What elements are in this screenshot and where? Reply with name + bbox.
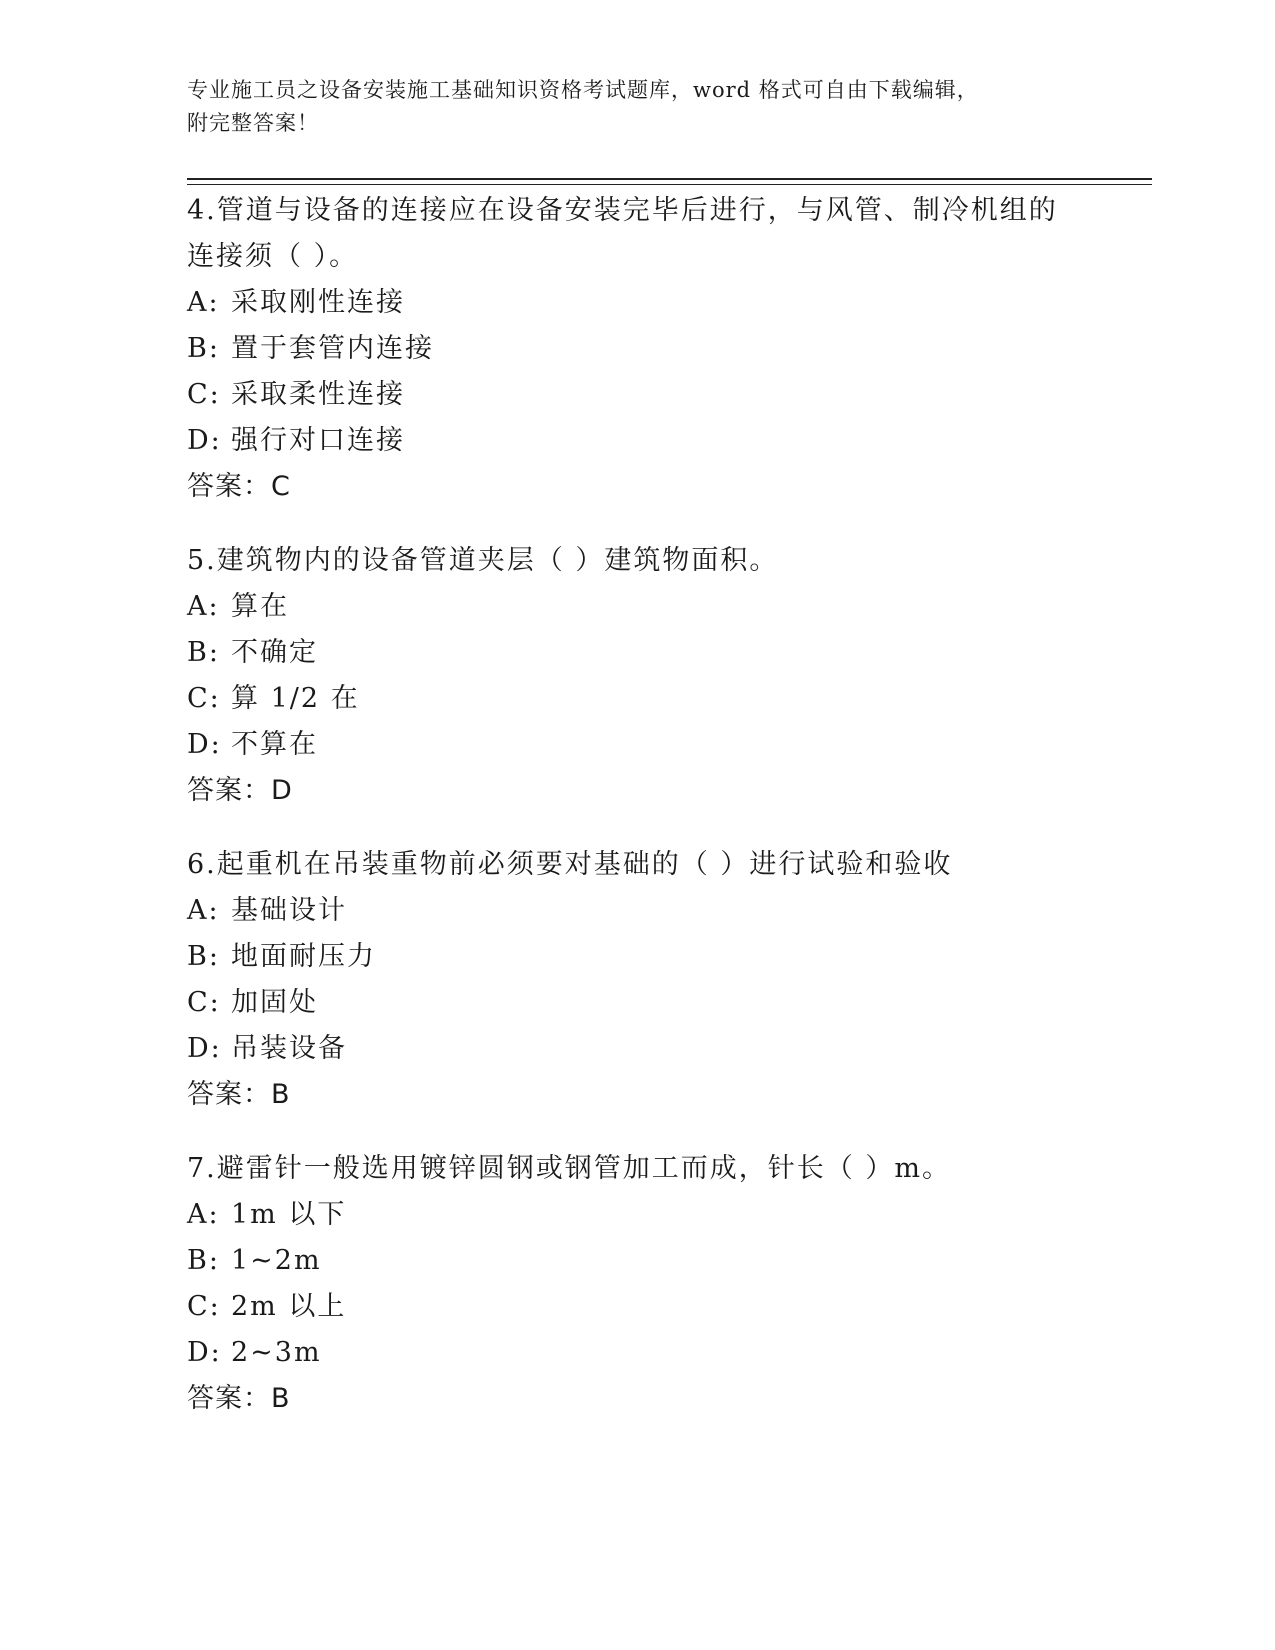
option-a [187,584,1087,630]
option-text: 基础设计 [231,895,347,926]
option-key: D: [187,1033,222,1064]
question-6 [187,842,1087,1118]
option-key: B: [187,1245,220,1276]
option-text: 采取刚性连接 [231,287,405,318]
question-stem-line-1: 7.避雷针一般选用镀锌圆钢或钢管加工而成，针长（ ）m。 [187,1153,951,1184]
header-line-2: 附完整答案！ [187,111,319,135]
option-key: A: [187,895,220,926]
option-b [187,1238,1087,1284]
answer-line: 答案：C [187,471,291,502]
question-stem-line-2: 连接须（ ）。 [187,241,359,272]
question-5 [187,538,1087,814]
option-text: 地面耐压力 [231,941,376,972]
question-7 [187,1146,1087,1422]
option-text: 强行对口连接 [231,425,405,456]
answer-line: 答案：B [187,1383,291,1414]
option-key: B: [187,941,220,972]
option-key: C: [187,1291,221,1322]
option-text: 1~2m [231,1245,322,1276]
option-text: 2m 以上 [231,1291,347,1322]
option-d [187,1330,1087,1376]
answer-line: 答案：B [187,1079,291,1110]
option-d [187,418,1087,464]
option-b [187,630,1087,676]
header-divider-thick [187,178,1152,180]
option-key: B: [187,333,220,364]
option-key: A: [187,591,220,622]
option-text: 吊装设备 [231,1033,347,1064]
option-text: 1m 以下 [231,1199,347,1230]
option-b [187,934,1087,980]
option-a [187,1192,1087,1238]
option-text: 置于套管内连接 [231,333,434,364]
option-a [187,280,1087,326]
header-line-1: 专业施工员之设备安装施工基础知识资格考试题库，word 格式可自由下载编辑， [187,78,979,102]
option-d [187,1026,1087,1072]
question-4 [187,188,1087,510]
option-key: C: [187,683,221,714]
question-stem-line-1: 4.管道与设备的连接应在设备安装完毕后进行，与风管、制冷机组的 [187,195,1058,226]
option-key: D: [187,425,222,456]
answer-line: 答案：D [187,775,293,806]
header-divider-thin [187,184,1152,185]
question-list [187,188,1087,1450]
option-key: A: [187,287,220,318]
option-d [187,722,1087,768]
document-header [187,74,1067,140]
option-text: 2~3m [231,1337,322,1368]
option-key: B: [187,637,220,668]
option-key: D: [187,1337,222,1368]
option-key: D: [187,729,222,760]
option-b [187,326,1087,372]
option-c [187,372,1087,418]
option-text: 算在 [231,591,289,622]
option-c [187,980,1087,1026]
option-c [187,1284,1087,1330]
question-stem-line-1: 6.起重机在吊装重物前必须要对基础的（ ）进行试验和验收 [187,849,953,880]
option-c [187,676,1087,722]
option-text: 不算在 [231,729,318,760]
question-stem-line-1: 5.建筑物内的设备管道夹层（ ）建筑物面积。 [187,545,779,576]
option-key: A: [187,1199,220,1230]
option-key: C: [187,987,221,1018]
option-key: C: [187,379,221,410]
option-text: 算 1/2 在 [231,683,360,714]
option-text: 不确定 [231,637,318,668]
option-text: 加固处 [231,987,318,1018]
option-text: 采取柔性连接 [231,379,405,410]
option-a [187,888,1087,934]
